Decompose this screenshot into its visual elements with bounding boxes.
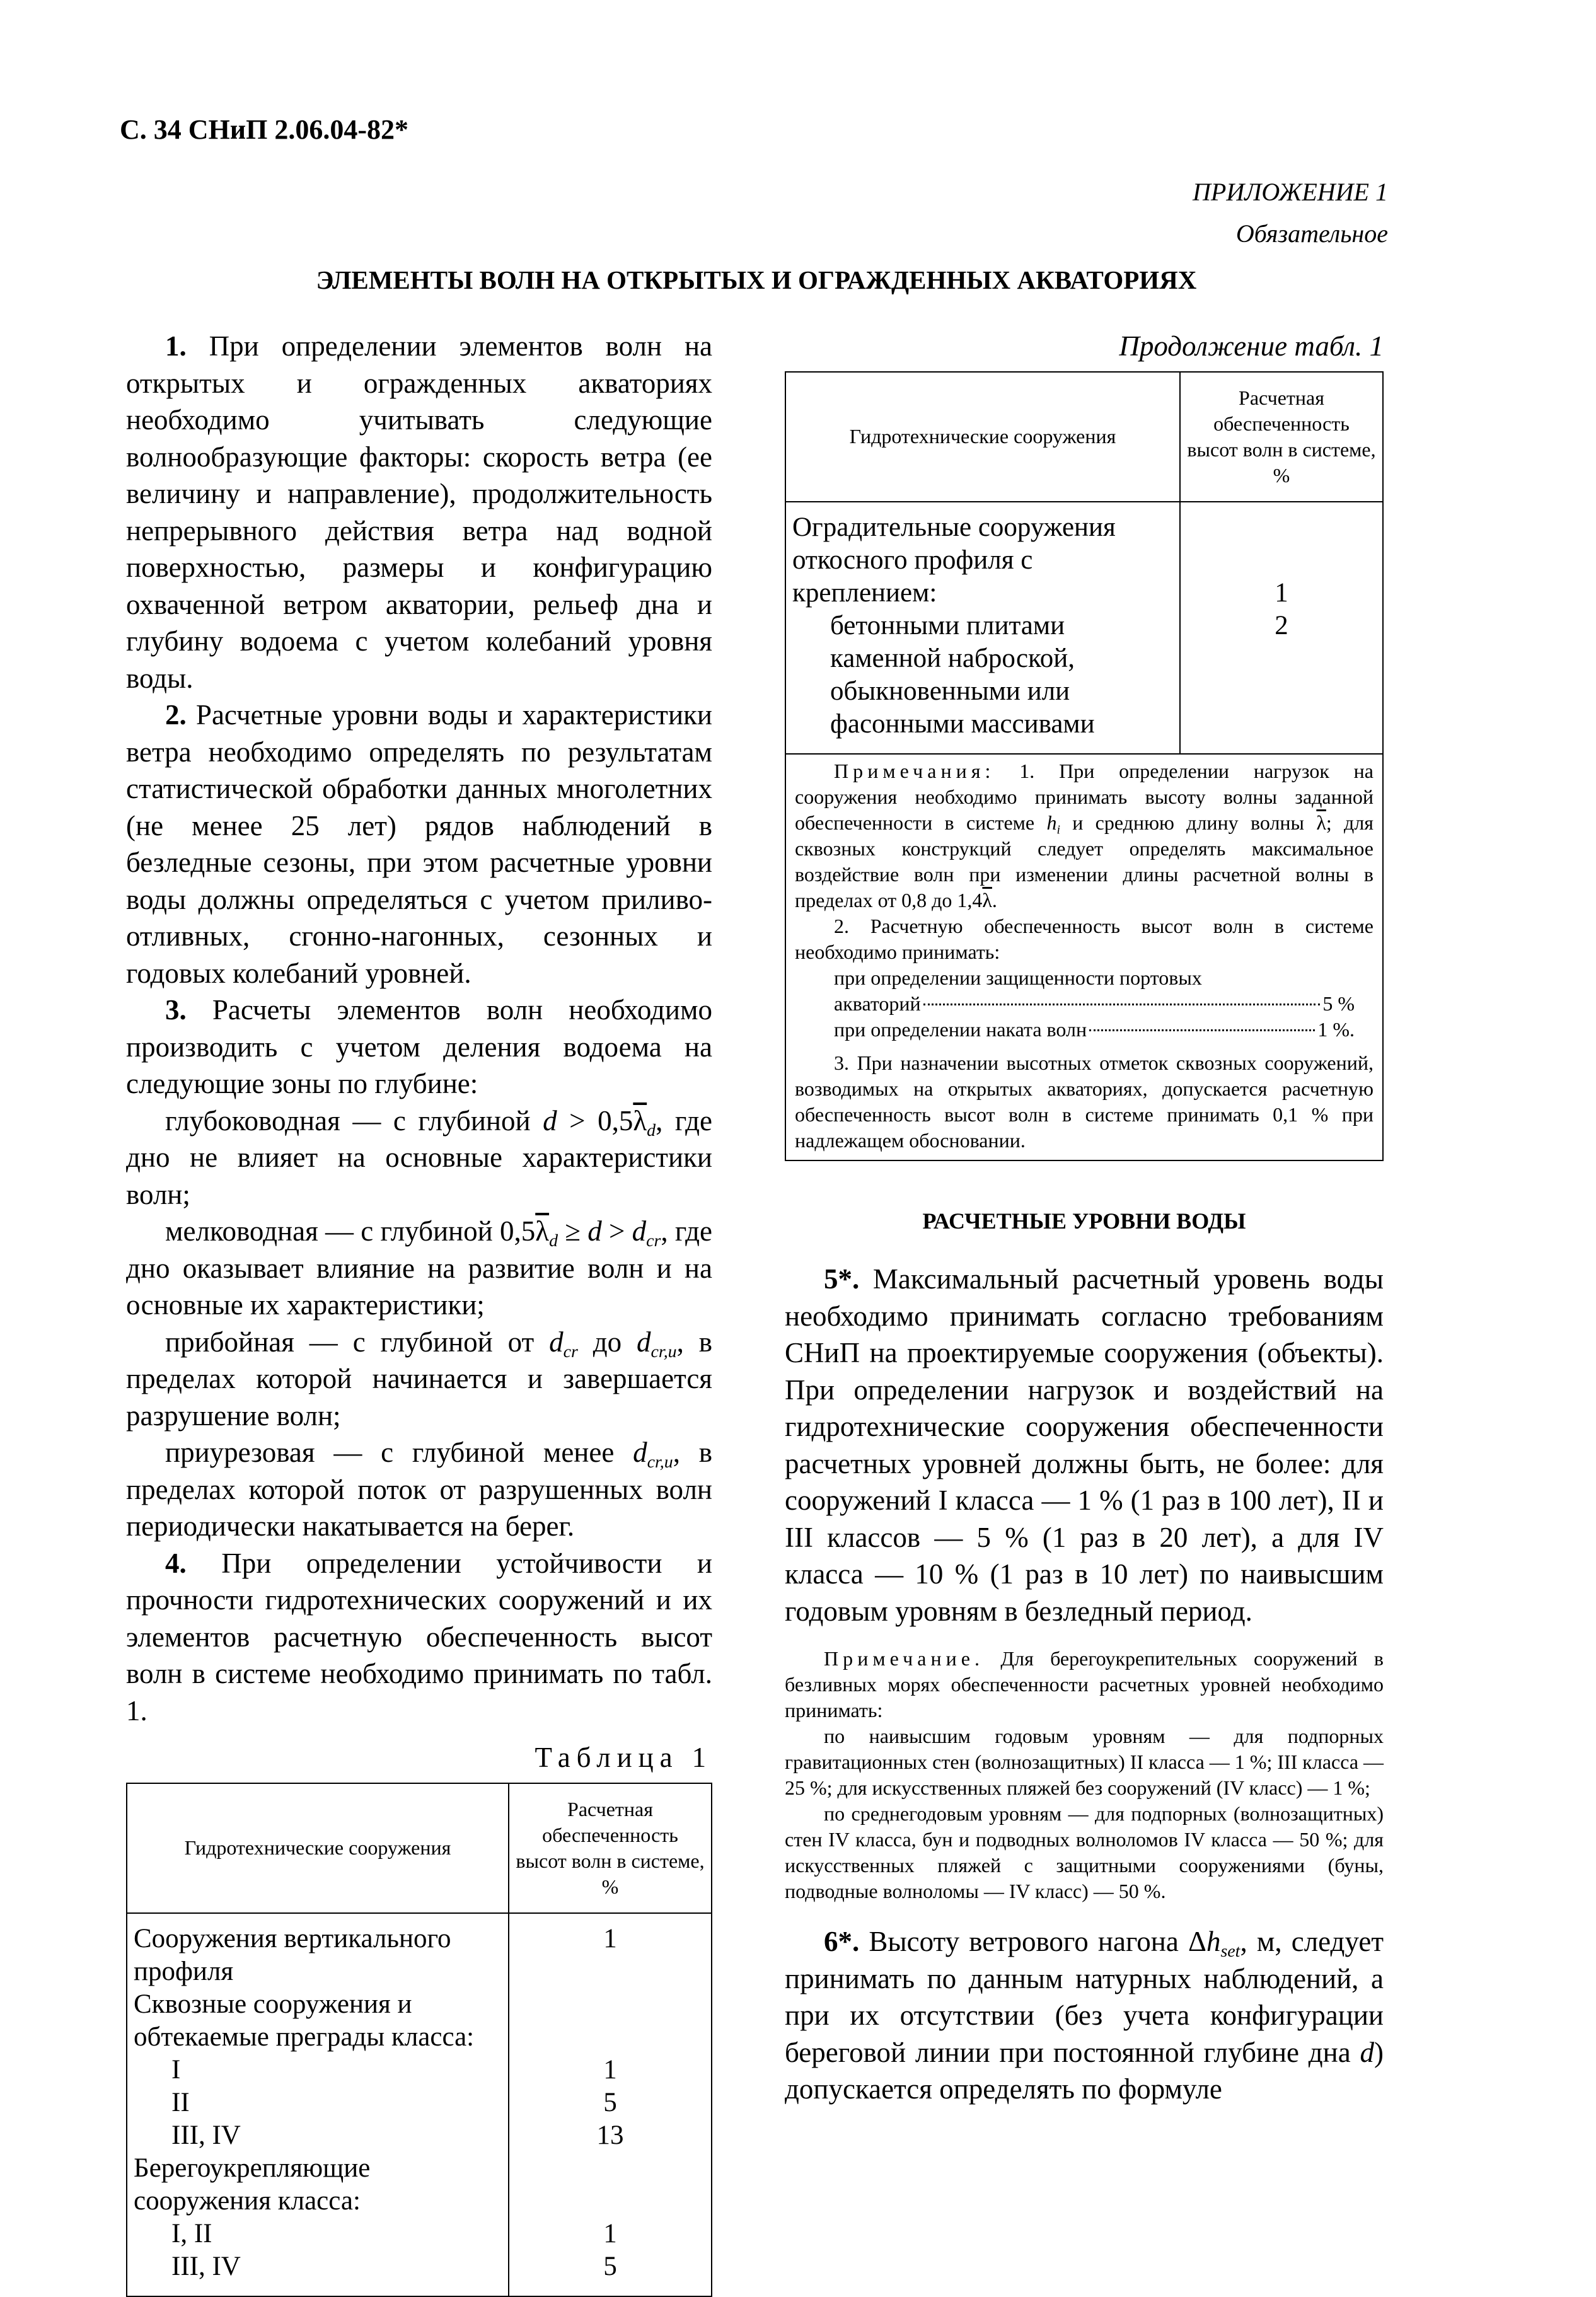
table-1-row-5-name: Берегоукрепляющие сооружения класса: — [134, 2153, 371, 2216]
table-1-row-7-value: 5 — [603, 2251, 617, 2281]
table-row — [127, 1913, 712, 2296]
table-1-row-3-name: II — [171, 2087, 190, 2117]
table-1c-row-intro: Оградительные сооружения откосного профиля с креплением: — [792, 512, 1116, 608]
zone-shallow: мелководная — с глубиной $0,5\overline{\lambda}_d \ge d > d_{cr}$, где дно оказывает влияние на развитие волн и на основные их характеристики; — [126, 1215, 712, 1321]
table-1-row-3-value: 5 — [603, 2087, 617, 2117]
table-notes — [785, 755, 1384, 1161]
note-2-item-1-a: при определении защищенности портовых — [834, 966, 1202, 989]
table-1-row-4-value: 13 — [596, 2120, 624, 2150]
table-1-row-2-value: 1 — [603, 2054, 617, 2085]
note-5 — [785, 1646, 1384, 1904]
paragraph-2: 2. Расчетные уровни воды и характеристики ветра необходимо определять по результатам статистической обработки данных многолетних (не менее 25 лет) рядов наблюдений в безледные сезоны, при этом расчетные уровни воды должны определяться с учетом приливо-отливных, сгонно-нагонных, сезонных и годовых колебаний уровней. — [126, 699, 712, 989]
table-1c-row-a-value: 1 — [1275, 577, 1288, 608]
table-1-row-0-value: 1 — [603, 1923, 617, 1953]
section-title: РАСЧЕТНЫЕ УРОВНИ ВОДЫ — [922, 1208, 1246, 1234]
table-1-row-4-name: III, IV — [171, 2120, 241, 2150]
appendix-label: ПРИЛОЖЕНИЕ 1 — [1193, 178, 1388, 206]
table-1-label: Таблица 1 — [535, 1742, 712, 1773]
paragraph-1: 1. При определении элементов волн на открытых и огражденных акваториях необходимо учитывать следующие волнообразующие факторы: скорость ветра (ее величину и направление), продолжительность непрерывного действия ветра над водной поверхностью, размеры и конфигурацию охваченной ветром акватории, рельеф дна и глубину водоема с учетом колебаний уровня воды. — [126, 330, 712, 694]
note-2-item-2: при определении наката волн 1 %. — [834, 1017, 1355, 1041]
note-2: 2. Расчетную обеспеченность высот волн в системе необходимо принимать: — [795, 914, 1373, 963]
table-1c-header-probability: Расчетная обеспеченность высот волн в системе, % — [1180, 372, 1383, 502]
paragraph-6: 6*. Высоту ветрового нагона $\Delta h_{set}$, м, следует принимать по данным натурных наблюдений, а при их отсутствии (без учета конфигурации береговой линии при постоянной глубине дна d) допускается определять по формуле — [785, 1926, 1384, 2105]
table-1-row-6-name: I, II — [171, 2218, 212, 2248]
left-column — [126, 328, 712, 2297]
zone-swash: приурезовая — с глубиной менее $d_{cr,u}$, в пределах которой поток от разрушенных волн периодически накатывается на берег. — [126, 1437, 712, 1542]
table-1-header-structures: Гидротехнические сооружения — [127, 1783, 509, 1913]
right-column — [785, 328, 1384, 2108]
table-1-header-probability: Расчетная обеспеченность высот волн в системе, % — [509, 1783, 712, 1913]
paragraph-5: 5*. Максимальный расчетный уровень воды необходимо принимать согласно требованиям СНиП на проектируемые сооружения (объекты). При определении нагрузок и воздействий на гидротехнические сооружения обеспеченности расчетных уровней должны быть, не более: для сооружений I класса — 1 % (1 раз в 100 лет), II и III классов — 5 % (1 раз в 20 лет), а для IV класса — 10 % (1 раз в 10 лет) по наивысшим годовым уровням в безледный период. — [785, 1263, 1384, 1627]
document-title: ЭЛЕМЕНТЫ ВОЛН НА ОТКРЫТЫХ И ОГРАЖДЕННЫХ АКВАТОРИЯХ — [316, 265, 1197, 294]
table-1-continuation — [785, 371, 1384, 755]
dot-leader — [1089, 1029, 1315, 1031]
table-1-row-0-name: Сооружения вертикального профиля — [134, 1923, 451, 1986]
page-header: С. 34 СНиП 2.06.04-82* — [120, 114, 409, 145]
note-2-items — [795, 965, 1373, 1043]
note-2-item-1: акваторий 5 % — [834, 992, 1355, 1015]
table-1-row-2-name: I — [171, 2054, 181, 2085]
note-5-item-2: по среднегодовым уровням — для подпорных (волнозащитных) стен IV класса, бун и подводных волноломов IV класса — 50 %; для искусственных пляжей с защитными сооружениями (буны, подводные волноломы — IV класс) — 50 %. — [785, 1802, 1384, 1902]
note-1: Примечания: 1. При определении нагрузок на сооружения необходимо принимать высоту волны заданной обеспеченности в системе $h_i$ и среднюю длину волны $\overline{\lambda}$; для сквозных конструкций следует определять максимальное воздействие волн при изменении длины расчетной волны в пределах от 0,8 до $1,4\overline{\lambda}$. — [795, 759, 1374, 911]
table-1c-row-a: бетонными плитами — [830, 610, 1065, 640]
table-1c-row-b: каменной наброской, обыкновенными или фасонными массивами — [830, 643, 1095, 739]
table-1-row-1-value — [510, 1988, 710, 2054]
table-1-row-6-value: 1 — [603, 2218, 617, 2248]
table-row — [785, 502, 1383, 754]
note-5-intro: Примечание. Для берегоукрепительных сооружений в безливных морях обеспеченности расчетных уровней необходимо принимать: — [785, 1647, 1384, 1721]
paragraph-3: 3. Расчеты элементов волн необходимо производить с учетом деления водоема на следующие зоны по глубине: — [126, 994, 712, 1099]
table-1c-header-structures: Гидротехнические сооружения — [785, 372, 1180, 502]
table-1c-row-b-value: 2 — [1275, 610, 1288, 640]
table-1-row-5-value — [510, 2152, 710, 2218]
paragraph-4: 4. При определении устойчивости и прочности гидротехнических сооружений и их элементов расчетную обеспеченность высот волн в системе необходимо принимать по табл. 1. — [126, 1547, 713, 1727]
dot-leader — [923, 1004, 1321, 1005]
note-3: 3. При назначении высотных отметок сквозных сооружений, возводимых на открытых акваториях, допускается расчетную обеспеченность высот волн в системе принимать 0,1 % при надлежащем обосновании. — [795, 1051, 1373, 1152]
appendix-block — [1193, 171, 1388, 255]
table-1-continuation-label: Продолжение табл. 1 — [1119, 330, 1384, 362]
table-1 — [126, 1783, 712, 2297]
table-1-row-7-name: III, IV — [171, 2251, 241, 2281]
table-1-row-1-name: Сквозные сооружения и обтекаемые преграды класса: — [134, 1989, 475, 2052]
zone-surf: прибойная — с глубиной от $d_{cr}$ до $d_{cr,u}$, в пределах которой начинается и завершается разрушение волн; — [126, 1326, 713, 1432]
note-5-item-1: по наивысшим годовым уровням — для подпорных гравитационных стен (волнозащитных) II класса — 1 %; III класса — 25 %; для искусственных пляжей без сооружений (IV класс) — 1 %; — [785, 1725, 1384, 1799]
appendix-status: Обязательное — [1235, 219, 1388, 248]
zone-deep: глубоководная — с глубиной $d > 0,5\overline{\lambda}_d$, где дно не влияет на основные характеристики волн; — [126, 1104, 712, 1210]
